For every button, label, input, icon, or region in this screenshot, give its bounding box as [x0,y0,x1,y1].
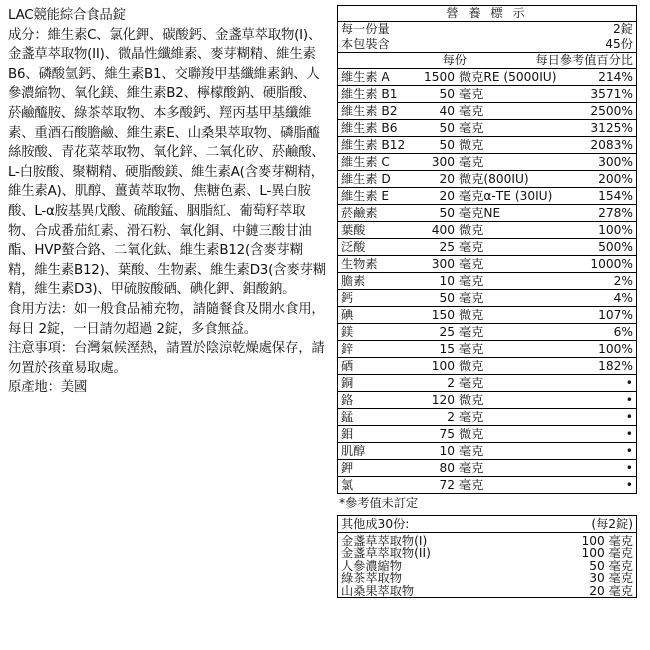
serving-size-label: 每一份量 [341,22,390,36]
nutrient-amount: 80 [439,461,455,475]
nutrient-name: 肌醇 [341,444,366,458]
nutrient-name: 碘 [341,308,354,322]
nutrient-amount: 10 [439,274,455,288]
footnote: *參考值未訂定 [339,496,419,510]
nutrient-row [338,256,636,273]
other-ingredient-value: 30 毫克 [589,571,633,586]
nutrient-name: 維生素 D [341,172,391,186]
nutrient-daily-value: 100% [598,342,633,356]
other-ingredient-value: 100 毫克 [581,534,633,548]
nutrient-name: 鉬 [341,427,354,441]
nutrient-unit: 毫克 [459,342,484,356]
nutrient-daily-value: 4% [613,291,633,305]
nutrient-unit: 微克RE (5000IU) [459,70,557,84]
nutrient-daily-value: 2500% [590,104,633,118]
nutrient-daily-value: • [625,376,633,390]
nutrient-row [338,324,636,341]
nutrient-daily-value: 500% [598,240,633,254]
nutrient-name: 維生素 C [341,155,390,169]
nutrient-amount: 50 [439,121,455,135]
nutrient-unit: 微克 [459,138,484,152]
other-ingredients-label: 其他成30份: [341,517,410,531]
nutrient-unit: 毫克 [459,376,484,390]
nutrient-amount: 300 [431,257,455,271]
other-ingredient-row [338,585,636,597]
nutrient-amount: 100 [431,359,455,373]
other-ingredient-row [338,572,636,584]
nutrient-name: 鎂 [341,325,354,339]
nutrient-daily-value: • [625,478,633,492]
other-ingredient-name: 山桑果萃取物 [341,583,415,598]
nutrient-row [338,103,636,120]
nutrient-row [338,137,636,154]
nutrient-unit: 毫克 [459,240,484,254]
nutrient-amount: 25 [439,325,455,339]
nutrient-daily-value: • [625,410,633,424]
nutrient-row [338,341,636,358]
nutrient-row [338,171,636,188]
nutrient-daily-value: 2% [613,274,633,288]
nutrient-amount: 15 [439,342,455,356]
nutrient-unit: 毫克 [459,444,484,458]
nutrient-daily-value: 3571% [590,87,633,101]
nutrient-unit: 微克 [459,223,484,237]
nutrient-amount: 40 [439,104,455,118]
nutrient-daily-value: • [625,393,633,407]
nutrient-row [338,154,636,171]
nutrient-amount: 10 [439,444,455,458]
other-ingredients-header [338,516,636,533]
nutrient-name: 維生素 B1 [341,87,398,101]
nutrient-name: 銅 [341,376,354,390]
nutrient-amount: 2 [447,376,455,390]
nutrient-daily-value: • [625,427,633,441]
nutrient-row [338,426,636,443]
nutrient-daily-value: • [625,461,633,475]
nutrient-row [338,188,636,205]
nutrient-name: 生物素 [341,257,378,271]
nutrient-daily-value: 278% [598,206,633,220]
nutrient-unit: 毫克 [459,104,484,118]
other-ingredient-name: 金盞草萃取物(I) [341,534,428,548]
other-ingredients-rows [338,535,636,597]
servings-per-pack-value: 45份 [605,37,633,51]
nutrient-unit: 微克 [459,393,484,407]
nutrient-row [338,69,636,86]
origin-text: 原產地：美國 [8,380,88,396]
usage-text: 食用方法：如一般食品補充物，請隨餐食及開水食用，每日 2錠，一日請勿超過 2錠，多食無益。 [8,301,325,337]
nutrient-unit: 毫克 [459,274,484,288]
nutrient-amount: 50 [439,87,455,101]
other-ingredient-value: 20 毫克 [589,583,633,598]
nutrient-row [338,290,636,307]
product-description [8,6,326,398]
nutrient-row [338,239,636,256]
nutrient-unit: 毫克NE [459,206,501,220]
nutrient-amount: 50 [439,291,455,305]
other-ingredients-table [337,515,637,598]
nutrient-amount: 120 [431,393,455,407]
daily-value-header: 每日參考值百分比 [535,53,633,67]
nutrient-row [338,222,636,239]
other-ingredient-value: 50 毫克 [589,558,633,573]
nutrition-rows [338,69,636,493]
nutrient-unit: 毫克 [459,461,484,475]
nutrient-name: 硒 [341,359,354,373]
nutrient-name: 泛酸 [341,240,366,254]
nutrient-amount: 150 [431,308,455,322]
nutrient-unit: 毫克 [459,291,484,305]
nutrient-daily-value: 6% [613,325,633,339]
nutrient-unit: 微克(800IU) [459,172,529,186]
nutrient-amount: 50 [439,138,455,152]
nutrient-name: 鈣 [341,291,354,305]
nutrition-column-header [338,52,636,69]
nutrient-name: 錳 [341,410,354,424]
nutrient-name: 氯 [341,478,354,492]
nutrient-amount: 400 [431,223,455,237]
servings-per-pack-label: 本包裝含 [341,37,390,51]
other-ingredient-value: 100 毫克 [581,546,633,561]
product-title: LAC競能綜合食品錠 [8,8,126,23]
nutrient-name: 維生素 E [341,189,390,203]
nutrient-amount: 1500 [423,70,455,84]
nutrient-amount: 300 [431,155,455,169]
nutrient-unit: 微克 [459,308,484,322]
nutrient-daily-value: 3125% [590,121,633,135]
other-ingredient-name: 綠茶萃取物 [341,571,402,586]
nutrient-amount: 20 [439,189,455,203]
nutrient-row [338,358,636,375]
nutrient-name: 維生素 B6 [341,121,398,135]
nutrient-amount: 20 [439,172,455,186]
nutrient-row [338,392,636,409]
nutrient-name: 葉酸 [341,223,366,237]
other-ingredient-name: 金盞草萃取物(II) [341,546,431,561]
nutrition-panel [337,5,637,598]
nutrition-title: 營 養 標 示 [338,6,636,22]
nutrient-name: 鋅 [341,342,354,356]
nutrient-name: 維生素 B12 [341,138,406,152]
nutrient-unit: 毫克 [459,121,484,135]
nutrient-name: 維生素 A [341,70,390,84]
nutrient-unit: 毫克 [459,257,484,271]
other-ingredients-per: (每2錠) [591,517,633,531]
nutrient-unit: 毫克 [459,410,484,424]
nutrient-daily-value: 200% [598,172,633,186]
nutrient-unit: 毫克 [459,325,484,339]
nutrient-row [338,409,636,426]
servings-per-pack-row [338,37,636,52]
nutrient-row [338,460,636,477]
nutrient-unit: 毫克α-TE (30IU) [459,189,553,203]
nutrient-name: 膽素 [341,274,366,288]
nutrient-daily-value: 107% [598,308,633,322]
nutrient-row [338,443,636,460]
ingredients-text: 成分：維生素C、氯化鉀、碳酸鈣、金盞草萃取物(I)、金盞草萃取物(II)、微晶性纖維素、麥芽糊精、維生素B6、磷酸氫鈣、維生素B1、交聯羧甲基纖維素鈉、人參濃縮物、氧化鎂、維生素B2、檸檬酸鈉、硬脂酸、菸鹼醯胺、綠茶萃取物、本多酸鈣、羥丙基甲基纖維素、重酒石酸膽鹼、維生素E、山桑果萃取物、磷脂醯絲胺酸、青花菜萃取物、氧化鋅、二氧化矽、菸鹼酸、L-白胺酸、聚糊精、硬脂酸鎂、維生素A(含麥芽糊精，維生素A)、肌醇、薑黃萃取物、焦糖色素、L-異白胺酸、L-α胺基異戊酸、硫酸錳、胭脂紅、葡萄籽萃取物、合成番茄紅素、滑石粉、氧化銅、中鏈三酸甘油酯、HVP螯合鉻、二氧化鈦、維生素B12(含麥芽糊精，維生素B12)、葉酸、生物素、維生素D3(含麥芽糊精，維生素D3)、甲硫胺酸硒、碘化鉀、鉬酸鈉。 [8,27,326,298]
nutrient-row [338,86,636,103]
nutrient-name: 鉻 [341,393,354,407]
nutrient-unit: 毫克 [459,478,484,492]
nutrition-facts-table [337,5,637,494]
nutrient-amount: 25 [439,240,455,254]
nutrient-name: 鉀 [341,461,354,475]
nutrient-row [338,307,636,324]
nutrient-amount: 2 [447,410,455,424]
caution-text: 注意事項：台灣氣候溼熱，請置於陰涼乾燥處保存，請勿置於孩童易取處。 [8,341,325,376]
nutrient-row [338,205,636,222]
serving-size-value: 2錠 [613,22,633,36]
nutrient-row [338,273,636,290]
nutrient-amount: 75 [439,427,455,441]
nutrient-name: 維生素 B2 [341,104,398,118]
nutrient-daily-value: 300% [598,155,633,169]
other-ingredient-name: 人參濃縮物 [341,558,402,573]
nutrient-unit: 微克 [459,427,484,441]
nutrient-unit: 毫克 [459,87,484,101]
nutrient-amount: 72 [439,478,455,492]
nutrient-amount: 50 [439,206,455,220]
serving-size-row [338,22,636,37]
nutrient-row [338,120,636,137]
nutrient-row [338,477,636,493]
nutrient-name: 菸鹼素 [341,206,378,220]
nutrient-daily-value: 1000% [590,257,633,271]
nutrient-daily-value: 214% [598,70,633,84]
other-ingredient-row [338,547,636,559]
nutrient-row [338,375,636,392]
nutrient-daily-value: 100% [598,223,633,237]
nutrient-daily-value: 182% [598,359,633,373]
nutrient-unit: 毫克 [459,155,484,169]
per-serving-header: 每份 [442,53,467,67]
nutrient-unit: 微克 [459,359,484,373]
nutrient-daily-value: 154% [598,189,633,203]
nutrient-daily-value: 2083% [590,138,633,152]
nutrient-daily-value: • [625,444,633,458]
